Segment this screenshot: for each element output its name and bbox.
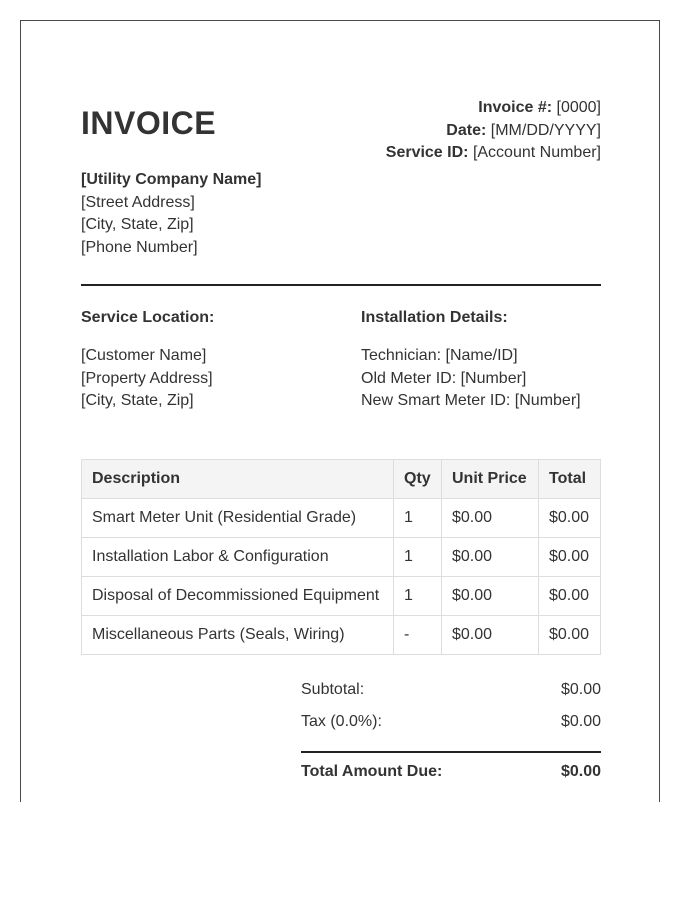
total-due-value: $0.00 [560,763,601,780]
col-qty: Qty [394,460,442,499]
cell-description: Smart Meter Unit (Residential Grade) [82,499,394,538]
table-row [82,538,601,577]
invoice-number-value: [0000] [556,99,601,116]
invoice-title: INVOICE [81,105,217,141]
subtotal-label: Subtotal: [301,681,365,698]
total-due-label: Total Amount Due: [301,763,443,780]
table-row [82,499,601,538]
cell-description: Installation Labor & Configuration [82,538,394,577]
company-street: [Street Address] [81,193,195,211]
company-city: [City, State, Zip] [81,216,194,233]
company-name: [Utility Company Name] [81,171,262,188]
total-due-row [301,751,601,791]
subtotal-row [301,677,601,709]
tax-row [301,709,601,741]
cell-qty: 1 [394,577,442,616]
tax-label: Tax (0.0%): [301,713,382,730]
service-id-line [386,142,601,165]
property-address: [Property Address] [81,369,213,387]
line-items-table [81,459,601,655]
cell-unit-price: $0.00 [442,577,539,616]
invoice-date-value: [MM/DD/YYYY] [490,121,601,139]
cell-qty: - [394,616,442,655]
cell-unit-price: $0.00 [442,538,539,577]
cell-unit-price: $0.00 [442,616,539,655]
col-total: Total [539,460,601,499]
cell-total: $0.00 [539,577,601,616]
cell-total: $0.00 [539,538,601,577]
new-meter-id: New Smart Meter ID: [Number] [361,392,581,409]
table-header-row [82,460,601,499]
tax-value: $0.00 [560,713,601,730]
invoice-page [20,20,660,802]
cell-unit-price: $0.00 [442,499,539,538]
service-id-value: [Account Number] [472,144,601,161]
subtotal-value: $0.00 [560,681,601,698]
invoice-date-line [386,120,601,143]
old-meter-id: Old Meter ID: [Number] [361,369,527,387]
cell-description: Disposal of Decommissioned Equipment [82,577,394,616]
cell-total: $0.00 [539,499,601,538]
installation-details [361,307,581,413]
col-description: Description [82,460,394,499]
service-location-heading: Service Location: [81,309,215,326]
table-row [82,577,601,616]
service-city: [City, State, Zip] [81,392,194,409]
header-divider [81,284,601,286]
totals-section [301,677,601,791]
col-unit-price: Unit Price [442,460,539,499]
invoice-number-label: Invoice #: [478,99,553,116]
service-id-label: Service ID: [385,144,469,161]
technician: Technician: [Name/ID] [361,347,518,364]
cell-qty: 1 [394,538,442,577]
cell-qty: 1 [394,499,442,538]
company-info [81,169,261,259]
service-location [81,307,214,413]
installation-heading: Installation Details: [361,309,508,326]
cell-total: $0.00 [539,616,601,655]
invoice-number-line [386,97,601,120]
company-phone: [Phone Number] [81,238,198,256]
invoice-date-label: Date: [446,121,487,139]
cell-description: Miscellaneous Parts (Seals, Wiring) [82,616,394,655]
table-row [82,616,601,655]
customer-name: [Customer Name] [81,347,207,364]
invoice-meta [386,97,601,165]
